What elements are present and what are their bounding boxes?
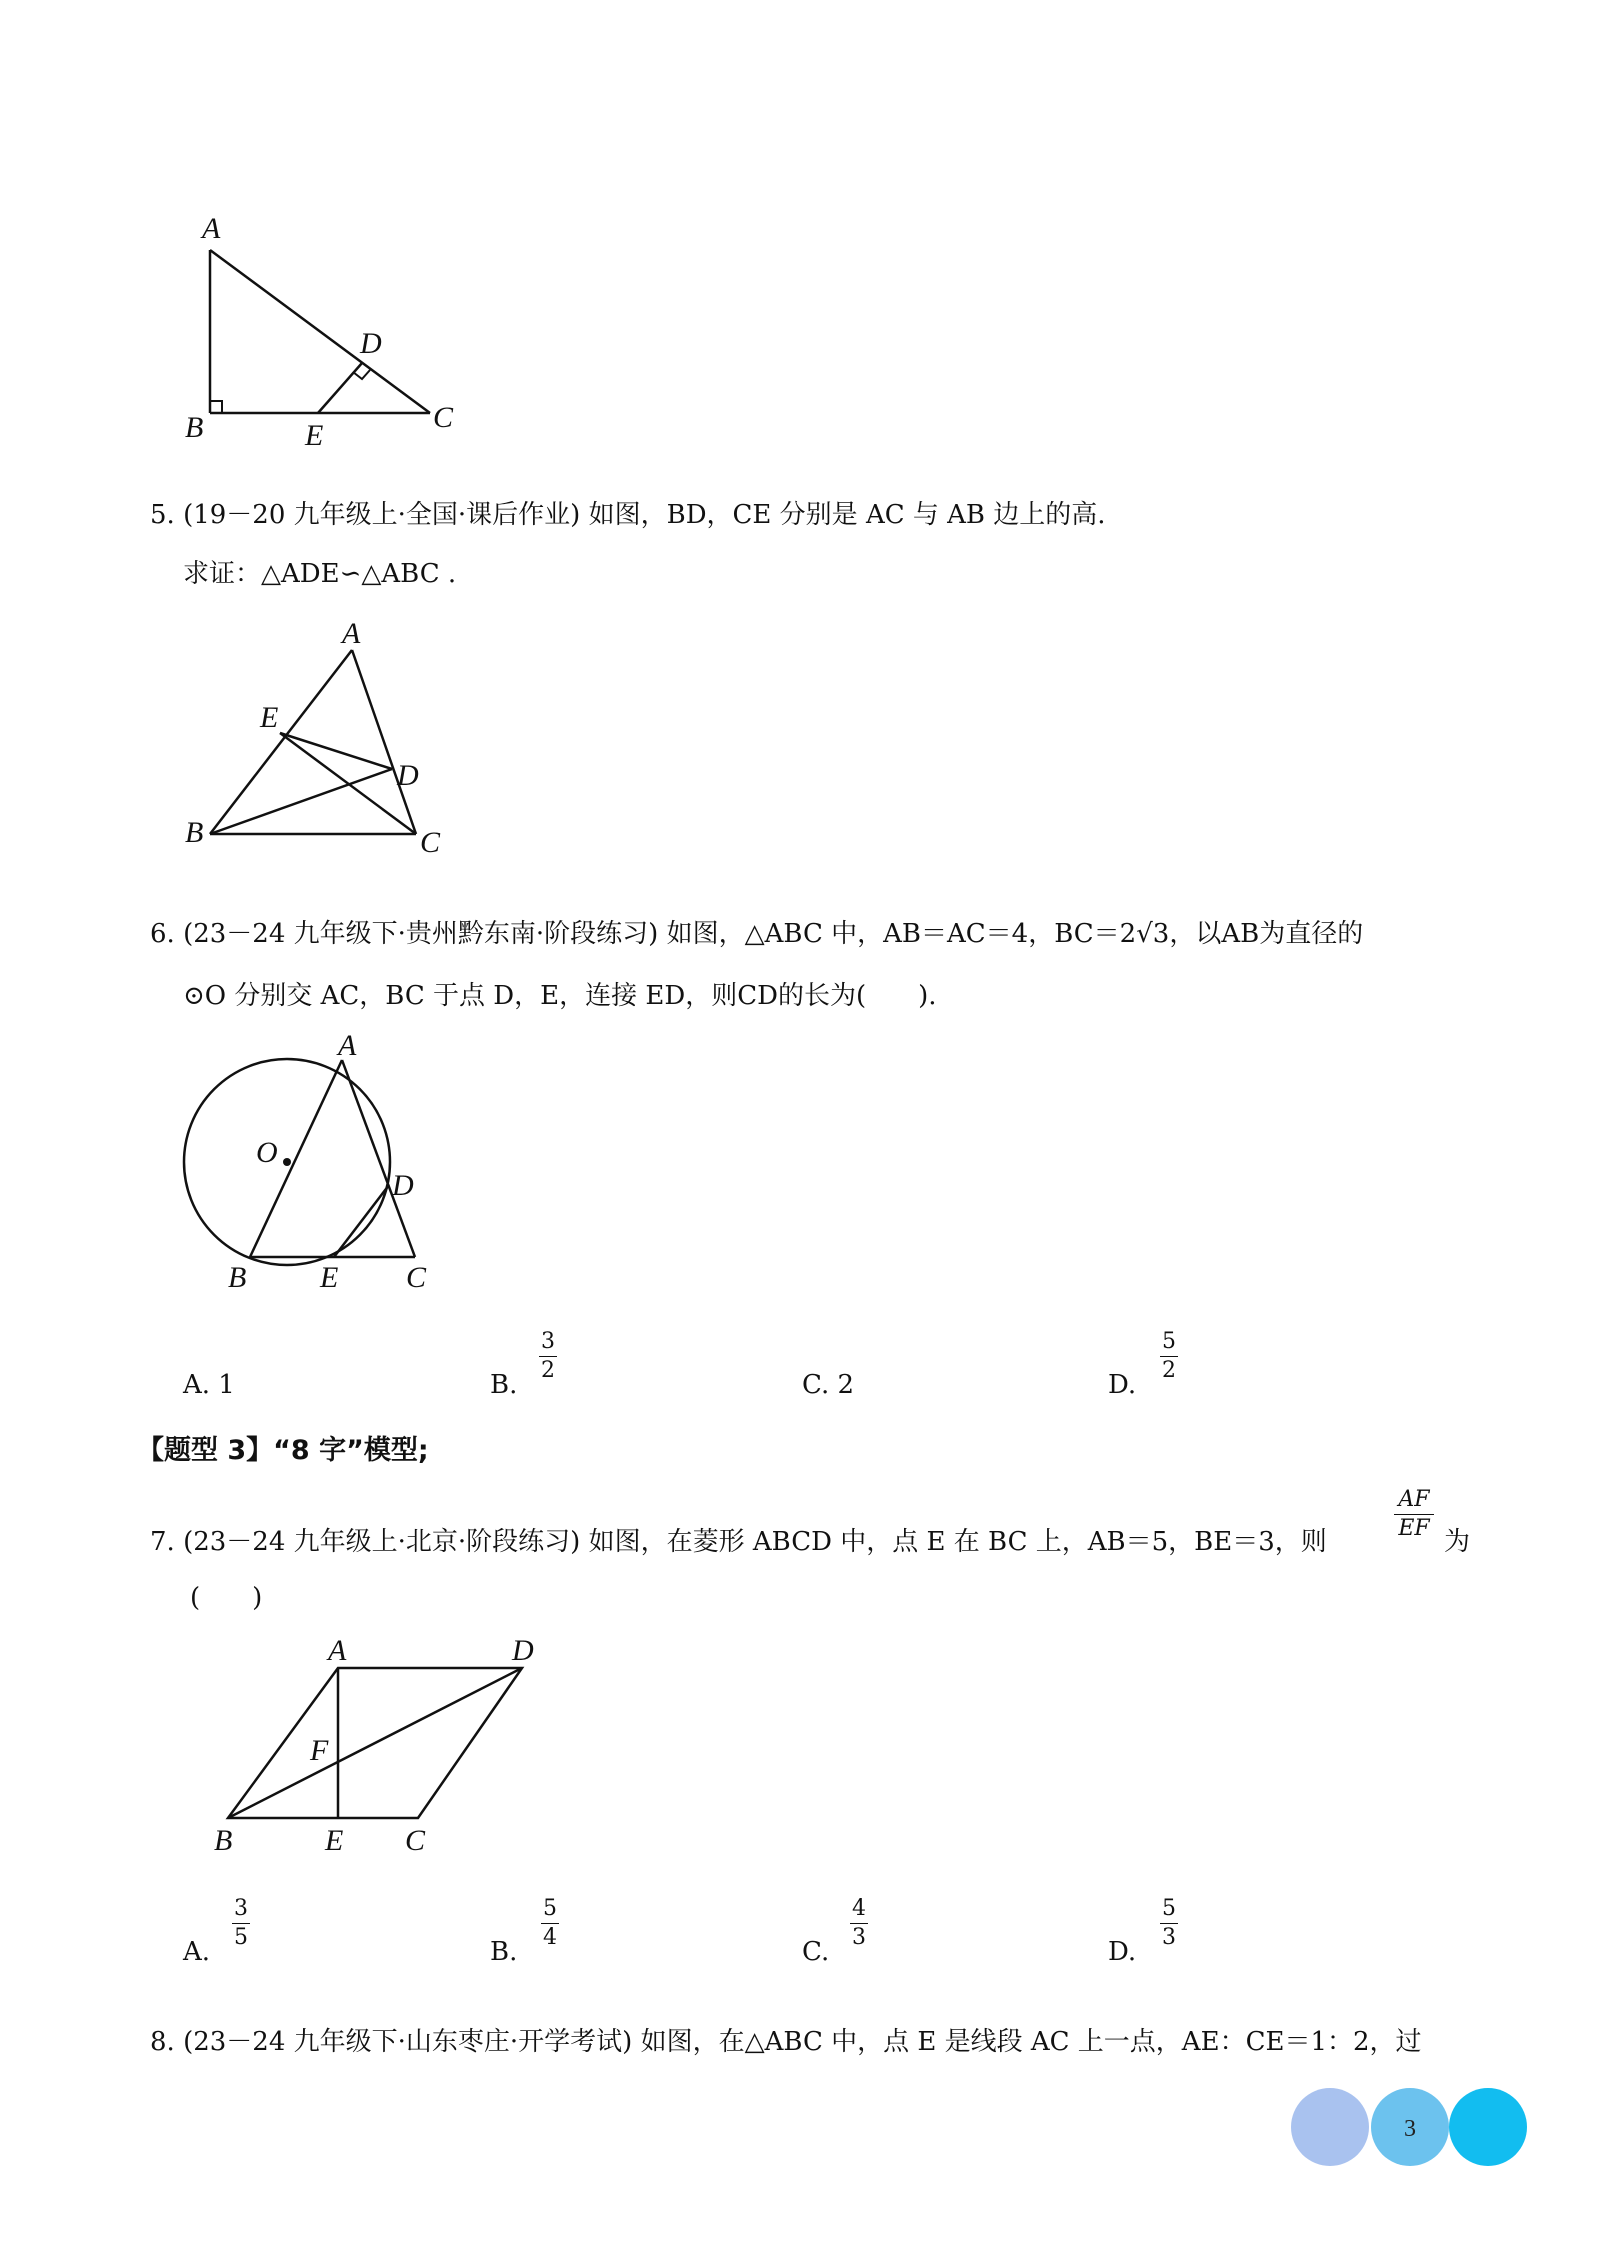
question-8-line1: 8. (23－24 九年级下·山东枣庄·开学考试) 如图，在△ABC 中，点 E 是线段 AC 上一点，AE：CE＝1：2，过 bbox=[150, 2027, 1422, 2057]
segment-ed bbox=[334, 1185, 389, 1257]
badge-circle-right bbox=[1449, 2088, 1527, 2166]
fraction-bar bbox=[539, 1356, 557, 1357]
segment-bd bbox=[228, 1668, 522, 1818]
denominator: 2 bbox=[1162, 1358, 1176, 1383]
q7-option-a-fraction bbox=[232, 1897, 250, 1950]
label-e: E bbox=[305, 419, 324, 452]
denominator: 2 bbox=[541, 1358, 555, 1383]
q7-option-a-label[interactable]: A. bbox=[183, 1937, 211, 1967]
question-7-line2: ( ) bbox=[190, 1583, 263, 1613]
segment-de bbox=[318, 363, 362, 413]
fraction-bar bbox=[232, 1923, 250, 1924]
right-angle-b bbox=[210, 401, 222, 413]
q6-option-d-label[interactable]: D. bbox=[1108, 1370, 1137, 1400]
q7-ratio-fraction bbox=[1394, 1488, 1434, 1541]
question-5-line2: 求证：△ADE∽△ABC . bbox=[183, 559, 457, 589]
figure-rhombus bbox=[200, 1630, 560, 1860]
label-e: E bbox=[325, 1824, 344, 1857]
section-heading-type-3: 【题型 3】“8 字”模型; bbox=[137, 1435, 429, 1466]
q7-option-d-fraction bbox=[1160, 1897, 1178, 1950]
q7-option-c-fraction bbox=[850, 1897, 868, 1950]
label-a: A bbox=[202, 212, 221, 245]
q6-option-b-label[interactable]: B. bbox=[490, 1370, 518, 1400]
badge-circle-left bbox=[1291, 2088, 1369, 2166]
denominator: 5 bbox=[234, 1925, 248, 1950]
question-6-line2: ⊙O 分别交 AC，BC 于点 D，E，连接 ED，则CD的长为( ). bbox=[183, 981, 937, 1011]
denominator: 3 bbox=[1162, 1925, 1176, 1950]
figure-circle-triangle bbox=[170, 1029, 490, 1295]
segment-ab bbox=[210, 650, 352, 834]
label-b: B bbox=[228, 1261, 247, 1294]
label-a: A bbox=[328, 1634, 347, 1667]
numerator: 5 bbox=[543, 1896, 557, 1921]
q6-option-c[interactable]: C. 2 bbox=[802, 1370, 855, 1400]
label-b: B bbox=[185, 816, 204, 849]
fraction-bar bbox=[1394, 1514, 1434, 1515]
label-c: C bbox=[420, 826, 441, 859]
label-c: C bbox=[433, 401, 454, 434]
numerator: 5 bbox=[1162, 1896, 1176, 1921]
segment-ce bbox=[280, 733, 416, 834]
label-a: A bbox=[342, 617, 361, 650]
segment-ac bbox=[352, 650, 416, 834]
page-number-badge bbox=[1288, 2085, 1528, 2175]
label-d: D bbox=[397, 759, 419, 792]
segment-bd bbox=[210, 769, 392, 834]
figure-right-triangle bbox=[180, 205, 500, 455]
label-d: D bbox=[512, 1634, 534, 1667]
question-7-line1-end: 为 bbox=[1444, 1527, 1471, 1557]
q7-option-d-label[interactable]: D. bbox=[1108, 1937, 1137, 1967]
fraction-bar bbox=[541, 1923, 559, 1924]
segment-ac bbox=[210, 250, 430, 413]
center-point-o bbox=[283, 1158, 291, 1166]
question-6-line1: 6. (23－24 九年级下·贵州黔东南·阶段练习) 如图，△ABC 中，AB＝AC＝4，BC＝2√3，以AB为直径的 bbox=[150, 919, 1364, 949]
label-d: D bbox=[392, 1169, 414, 1202]
numerator: AF bbox=[1398, 1487, 1430, 1512]
figure-triangle-altitudes bbox=[180, 610, 470, 860]
denominator: 3 bbox=[852, 1925, 866, 1950]
page-number: 3 bbox=[1404, 2116, 1416, 2142]
q6-option-b-fraction bbox=[539, 1330, 557, 1383]
q7-option-b-label[interactable]: B. bbox=[490, 1937, 518, 1967]
q7-option-c-label[interactable]: C. bbox=[802, 1937, 830, 1967]
label-a: A bbox=[338, 1029, 357, 1062]
denominator: 4 bbox=[543, 1925, 557, 1950]
q6-option-d-fraction bbox=[1160, 1330, 1178, 1383]
label-o: O bbox=[256, 1136, 278, 1169]
fraction-bar bbox=[850, 1923, 868, 1924]
question-7-line1: 7. (23－24 九年级上·北京·阶段练习) 如图，在菱形 ABCD 中，点 E 在 BC 上，AB＝5，BE＝3，则 bbox=[150, 1527, 1327, 1557]
label-e: E bbox=[260, 701, 279, 734]
fraction-bar bbox=[1160, 1356, 1178, 1357]
label-c: C bbox=[406, 1261, 427, 1294]
label-b: B bbox=[214, 1824, 233, 1857]
numerator: 4 bbox=[852, 1896, 866, 1921]
label-d: D bbox=[360, 327, 382, 360]
fraction-bar bbox=[1160, 1923, 1178, 1924]
denominator: EF bbox=[1398, 1516, 1430, 1541]
segment-de bbox=[280, 733, 392, 769]
label-e: E bbox=[320, 1261, 339, 1294]
label-c: C bbox=[405, 1824, 426, 1857]
q6-option-a[interactable]: A. 1 bbox=[183, 1370, 235, 1400]
segment-ac bbox=[342, 1060, 415, 1257]
numerator: 5 bbox=[1162, 1329, 1176, 1354]
question-5-line1: 5. (19－20 九年级上·全国·课后作业) 如图，BD，CE 分别是 AC 与 AB 边上的高. bbox=[150, 500, 1106, 530]
label-b: B bbox=[185, 411, 204, 444]
label-f: F bbox=[310, 1734, 329, 1767]
q7-option-b-fraction bbox=[541, 1897, 559, 1950]
numerator: 3 bbox=[234, 1896, 248, 1921]
numerator: 3 bbox=[541, 1329, 555, 1354]
